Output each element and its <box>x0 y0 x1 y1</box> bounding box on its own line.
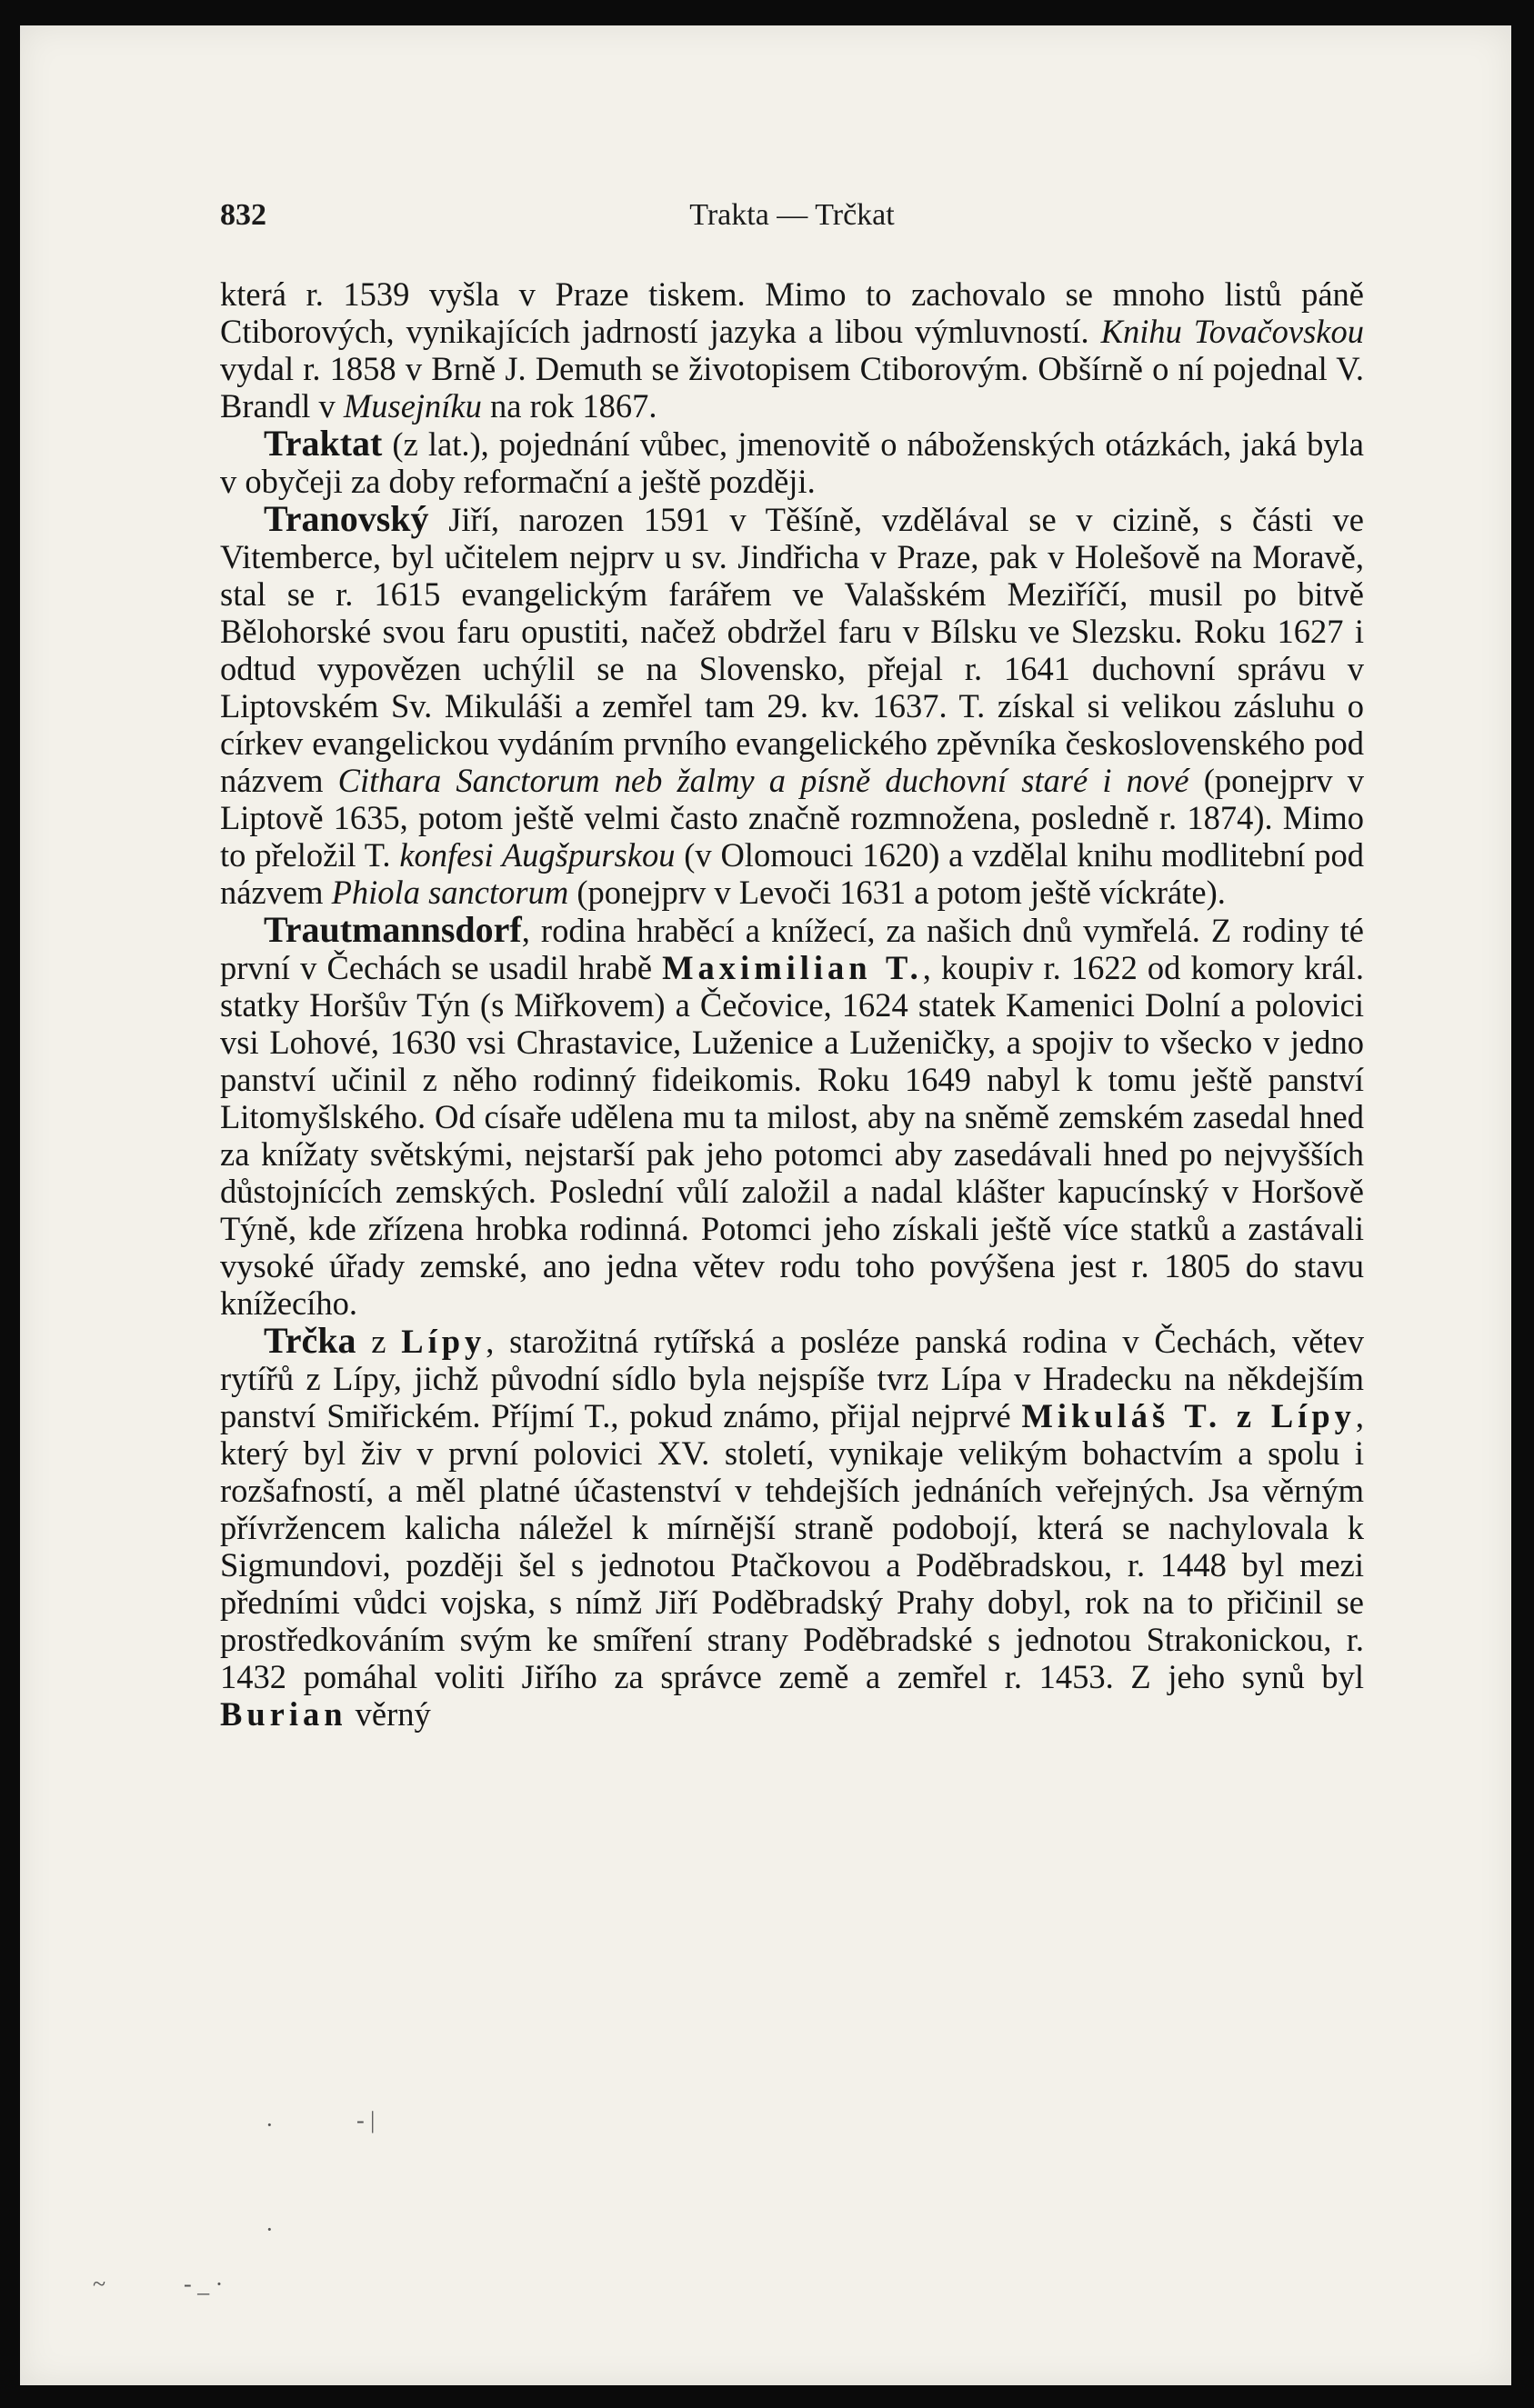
scan-speck: - _ · <box>184 2271 224 2297</box>
running-title: Trakta — Trčkat <box>689 198 895 232</box>
italic-title: Knihu Tovačovskou <box>1100 313 1364 350</box>
text-run: (z lat.), pojednání vůbec, jmenovitě o náboženských otázkách, jaká byla v obyčeji za doby reformační a ještě později. <box>220 425 1364 500</box>
italic-title: Musejníku <box>343 387 482 425</box>
entry-trautmannsdorf <box>220 911 1364 1322</box>
italic-title: Phiola sanctorum <box>331 874 569 911</box>
headword: Tranovský <box>264 498 429 539</box>
scan-speck: · <box>266 2216 274 2243</box>
spaced-name: Burian <box>220 1695 347 1733</box>
text-run: (ponejprv v Liptově 1635, potom ještě velmi často značně rozmnožena, posledně r. 1874). Mimo to přeložil T. <box>220 762 1364 874</box>
text-run: vydal r. 1858 v Brně J. Demuth se životopisem Ctiborovým. Obšírně o ní pojednal V. Brandl v <box>220 350 1364 425</box>
text-run: Jiří, narozen 1591 v Těšíně, vzdělával se v cizině, s části ve Vitemberce, byl učitelem nejprv u sv. Jindřicha v Praze, pak v Holešově na Moravě, stal se r. 1615 evangelickým farářem ve Valašském Meziříčí, musil po bitvě Bělohorské svou faru opustiti, načež obdržel faru v Bílsku ve Slezsku. Roku 1627 i odtud vypovězen uchýlil se na Slovensko, přejal r. 1641 duchovní správu v Liptovském Sv. Mikuláši a zemřel tam 29. kv. 1637. T. získal si velikou zásluhu o církev evangelickou vydáním prvního evangelického zpěvníka československého pod názvem <box>220 501 1364 799</box>
page-header <box>220 198 1364 244</box>
document-page <box>20 25 1511 2385</box>
italic-title: Cithara Sanctorum neb žalmy a písně duchovní staré i nové <box>337 762 1189 799</box>
scan-speck: · <box>266 2112 274 2138</box>
entry-continuation <box>220 275 1364 425</box>
text-run: na rok 1867. <box>481 387 657 425</box>
entry-trcka <box>220 1322 1364 1733</box>
text-run: (ponejprv v Levoči 1631 a potom ještě víckráte). <box>568 874 1226 911</box>
text-run: , rodina hraběcí a knížecí, za našich dnů vymřelá. Z rodiny té první v Čechách se usadil hrabě <box>220 912 1364 986</box>
text-block <box>220 275 1364 1733</box>
entry-tranovsky <box>220 500 1364 911</box>
headword: Trčka <box>264 1320 356 1361</box>
headword: Trautmannsdorf <box>264 909 522 950</box>
entry-traktat <box>220 425 1364 500</box>
text-run: která r. 1539 vyšla v Praze tiskem. Mimo to zachovalo se mnoho listů páně Ctiborových, vynikajících jadrností jazyka a libou výmluvností. <box>220 275 1364 350</box>
text-run: věrný <box>346 1695 431 1733</box>
spaced-name: Maximilian T. <box>662 949 923 986</box>
spaced-name: Lípy <box>401 1323 486 1360</box>
scan-speck: - | <box>356 2107 376 2133</box>
italic-title: konfesi Augšpurskou <box>399 836 676 874</box>
headword: Traktat <box>264 423 383 464</box>
text-run: , koupiv r. 1622 od komory král. statky Horšův Týn (s Miřkovem) a Čečovice, 1624 statek Kamenici Dolní a polovici vsi Lohové, 1630 vsi Chrastavice, Luženice a Luženičky, a spojiv to všecko v jedno panství učinil z něho rodinný fideikomis. Roku 1649 nabyl k tomu ještě panství Litomyšlského. Od císaře udělena mu ta milost, aby na sněmě zemském zasedal hned za knížaty světskými, nejstarší pak jeho potomci aby zasedávali hned po nejvyšších důstojnících zemských. Poslední vůlí založil a nadal klášter kapucínský v Horšově Týně, kde zřízena hrobka rodinná. Potomci jeho získali ještě více statků a zastávali vysoké úřady zemské, ano jedna větev rodu toho povýšena jest r. 1805 do stavu knížecího. <box>220 949 1364 1322</box>
text-run: z <box>356 1323 402 1360</box>
text-run: , který byl živ v první polovici XV. století, vynikaje velikým bohactvím a spolu i rozšafností, a měl platné účastenství v tehdejších jednáních veřejných. Jsa věrným přívržencem kalicha náležel k mírnější straně podobojí, která se nachylovala k Sigmundovi, později šel s jednotou Ptačkovou a Poděbradskou, r. 1448 byl mezi předními vůdci vojska, s nímž Jiří Poděbradský Prahy dobyl, rok na to přičinil se prostředkováním svým ke smíření strany Poděbradské s jednotou Strakonickou, r. 1432 pomáhal voliti Jiřího za správce země a zemřel r. 1453. Z jeho synů byl <box>220 1397 1364 1695</box>
spaced-name: Mikuláš T. z Lípy <box>1021 1397 1356 1434</box>
text-run: (v Olomouci 1620) a vzdělal knihu modlitební pod názvem <box>220 836 1364 911</box>
scan-speck: ~ <box>93 2271 106 2297</box>
page-number: 832 <box>220 198 266 232</box>
text-run: , starožitná rytířská a posléze panská rodina v Čechách, větev rytířů z Lípy, jichž původní sídlo byla nejspíše tvrz Lípa v Hradecku na někdejším panství Smiřickém. Příjmí T., pokud známo, přijal nejprvé <box>220 1323 1364 1434</box>
